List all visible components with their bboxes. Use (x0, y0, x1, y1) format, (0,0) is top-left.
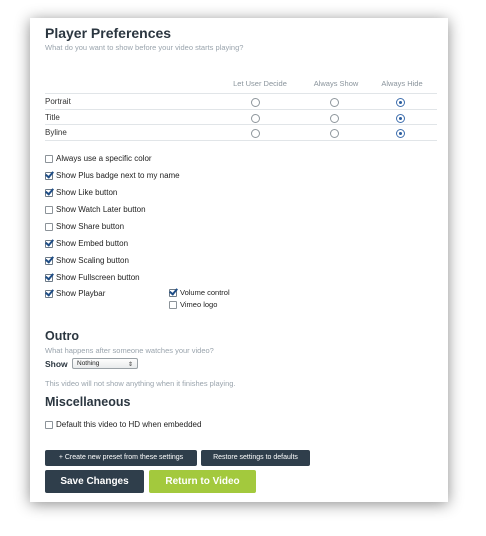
outro-note: This video will not show anything when it finishes playing. (45, 379, 236, 388)
radio-title-always-show[interactable] (330, 114, 339, 123)
option-volume-control-checkbox[interactable] (169, 289, 177, 297)
outro-select-value: Nothing (77, 360, 100, 367)
option-plus-badge[interactable]: Show Plus badge next to my name (45, 171, 180, 180)
row-divider (45, 124, 437, 125)
option-share-button-checkbox[interactable] (45, 223, 53, 231)
outro-title: Outro (45, 329, 80, 343)
select-arrows-icon: ⇕ (127, 362, 133, 368)
row-divider (45, 109, 437, 110)
row-label-portrait: Portrait (45, 97, 71, 106)
option-playbar-checkbox[interactable] (45, 290, 53, 298)
option-fullscreen-button[interactable]: Show Fullscreen button (45, 273, 140, 282)
miscellaneous-title: Miscellaneous (45, 395, 131, 409)
column-always-hide: Always Hide (381, 79, 423, 88)
option-watch-later-button[interactable]: Show Watch Later button (45, 205, 146, 214)
radio-title-always-hide[interactable] (396, 114, 405, 123)
restore-defaults-button[interactable]: Restore settings to defaults (201, 450, 310, 466)
radio-byline-always-show[interactable] (330, 129, 339, 138)
option-scaling-button-checkbox[interactable] (45, 257, 53, 265)
option-default-hd[interactable]: Default this video to HD when embedded (45, 420, 201, 429)
settings-panel (30, 18, 448, 502)
radio-byline-always-hide[interactable] (396, 129, 405, 138)
row-divider (45, 93, 437, 94)
row-label-title: Title (45, 113, 60, 122)
option-default-hd-checkbox[interactable] (45, 421, 53, 429)
create-preset-button[interactable]: + Create new preset from these settings (45, 450, 197, 466)
column-always-show: Always Show (313, 79, 359, 88)
row-divider (45, 140, 437, 141)
column-let-user-decide: Let User Decide (233, 79, 287, 88)
option-fullscreen-button-checkbox[interactable] (45, 274, 53, 282)
outro-show-label: Show (45, 359, 68, 369)
player-preferences-subtitle: What do you want to show before your video starts playing? (45, 43, 244, 52)
option-like-button-checkbox[interactable] (45, 189, 53, 197)
radio-portrait-always-show[interactable] (330, 98, 339, 107)
row-label-byline: Byline (45, 128, 67, 137)
radio-title-let-user-decide[interactable] (251, 114, 260, 123)
radio-portrait-always-hide[interactable] (396, 98, 405, 107)
option-embed-button-checkbox[interactable] (45, 240, 53, 248)
outro-select[interactable] (72, 358, 138, 369)
option-watch-later-checkbox[interactable] (45, 206, 53, 214)
option-scaling-button[interactable]: Show Scaling button (45, 256, 129, 265)
option-share-button[interactable]: Show Share button (45, 222, 124, 231)
option-vimeo-logo-checkbox[interactable] (169, 301, 177, 309)
option-plus-badge-checkbox[interactable] (45, 172, 53, 180)
radio-byline-let-user-decide[interactable] (251, 129, 260, 138)
option-playbar[interactable]: Show Playbar (45, 289, 105, 298)
option-specific-color-checkbox[interactable] (45, 155, 53, 163)
option-vimeo-logo[interactable]: Vimeo logo (169, 300, 217, 309)
option-embed-button[interactable]: Show Embed button (45, 239, 128, 248)
option-like-button[interactable]: Show Like button (45, 188, 117, 197)
player-preferences-title: Player Preferences (45, 25, 172, 41)
option-volume-control[interactable]: Volume control (169, 288, 230, 297)
radio-portrait-let-user-decide[interactable] (251, 98, 260, 107)
save-changes-button[interactable]: Save Changes (45, 470, 144, 493)
return-to-video-button[interactable]: Return to Video (149, 470, 256, 493)
outro-subtitle: What happens after someone watches your video? (45, 346, 214, 355)
option-specific-color[interactable]: Always use a specific color (45, 154, 152, 163)
